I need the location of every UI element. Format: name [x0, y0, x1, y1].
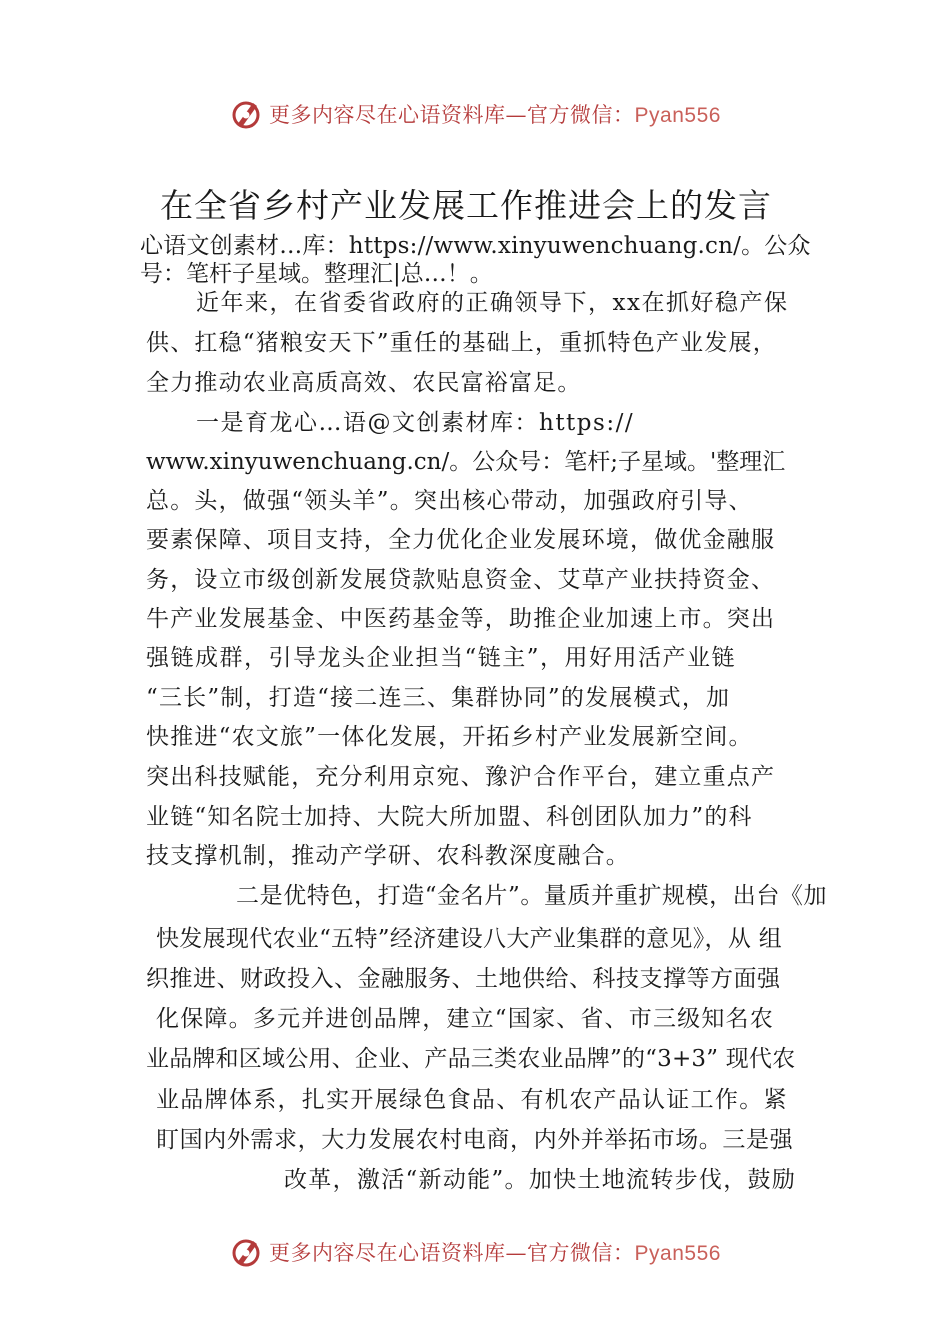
text-line: 突出科技赋能，充分利用京宛、豫沪合作平台，建立重点产: [146, 764, 776, 790]
watermark-text: 更多内容尽在心语资料库—官方微信：Pyan556: [269, 103, 721, 127]
text-line: 务，设立市级创新发展贷款贴息资金、艾草产业扶持资金、: [146, 567, 776, 593]
text-line: 业链“知名院士加持、大院大所加盟、科创团队加力”的科: [146, 804, 753, 830]
text-line: 号：笔杆子星域。整理汇|总…！。: [140, 261, 493, 287]
watermark-banner-bottom: [0, 1232, 950, 1272]
text-line: 快推进“农文旅”一体化发展，开拓乡村产业发展新空间。: [146, 724, 753, 750]
text-line: 全力推动农业高质高效、农民富裕富足。: [146, 370, 582, 396]
text-line: 改革，激活“新动能”。加快土地流转步伐，鼓励: [284, 1167, 797, 1193]
text-line: 总。头，做强“领头羊”。突出核心带动，加强政府引导、: [146, 488, 753, 514]
text-line: 要素保障、项目支持，全力优化企业发展环境，做优金融服: [146, 527, 776, 553]
wechat-id: Pyan556: [634, 1242, 721, 1265]
text-line: 快发展现代农业“五特”经济建设八大产业集群的意见》，从 组: [156, 926, 783, 952]
text-line: 盯国内外需求，大力发展农村电商，内外并举拓市场。三是强: [156, 1127, 794, 1153]
wechat-id: Pyan556: [634, 104, 721, 127]
text-line: 二是优特色，打造“金名片”。量质并重扩规模，出台《加: [236, 883, 828, 909]
text-line: “三长”制，打造“接二连三、集群协同”的发展模式，加: [146, 685, 731, 711]
text-line: 牛产业发展基金、中医药基金等，助推企业加速上市。突出: [146, 606, 776, 632]
text-line: 近年来，在省委省政府的正确领导下，xx在抓好稳产保: [196, 290, 789, 316]
text-line: 供、扛稳“猪粮安天下”重任的基础上，重抓特色产业发展，: [146, 330, 777, 356]
text-line: 强链成群，引导龙头企业担当“链主”，用好用活产业链: [146, 645, 737, 671]
text-line: 技支撑机制，推动产学研、农科教深度融合。: [146, 843, 630, 869]
text-line: 业品牌体系，扎实开展绿色食品、有机农产品认证工作。紧: [156, 1087, 788, 1113]
text-line: 业品牌和区域公用、企业、产品三类农业品牌”的“3+3” 现代农: [146, 1046, 796, 1072]
text-line: www.xinyuwenchuang.cn/。公众号：笔杆;子星域。'整理汇: [146, 449, 786, 475]
text-line: 一是育龙心…语@文创素材库：https://: [196, 410, 635, 436]
text-line: 织推进、财政投入、金融服务、土地供给、科技支撑等方面强: [146, 966, 781, 992]
quill-seal-icon: [229, 1235, 263, 1269]
text-line: 化保障。多元并进创品牌，建立“国家、省、市三级知名农: [156, 1006, 774, 1032]
text-line: 心语文创素材…库：https://www.xinyuwenchuang.cn/。公众: [140, 233, 811, 259]
document-title: 在全省乡村产业发展工作推进会上的发言: [160, 186, 772, 225]
watermark-text: 更多内容尽在心语资料库—官方微信：Pyan556: [269, 1241, 721, 1265]
